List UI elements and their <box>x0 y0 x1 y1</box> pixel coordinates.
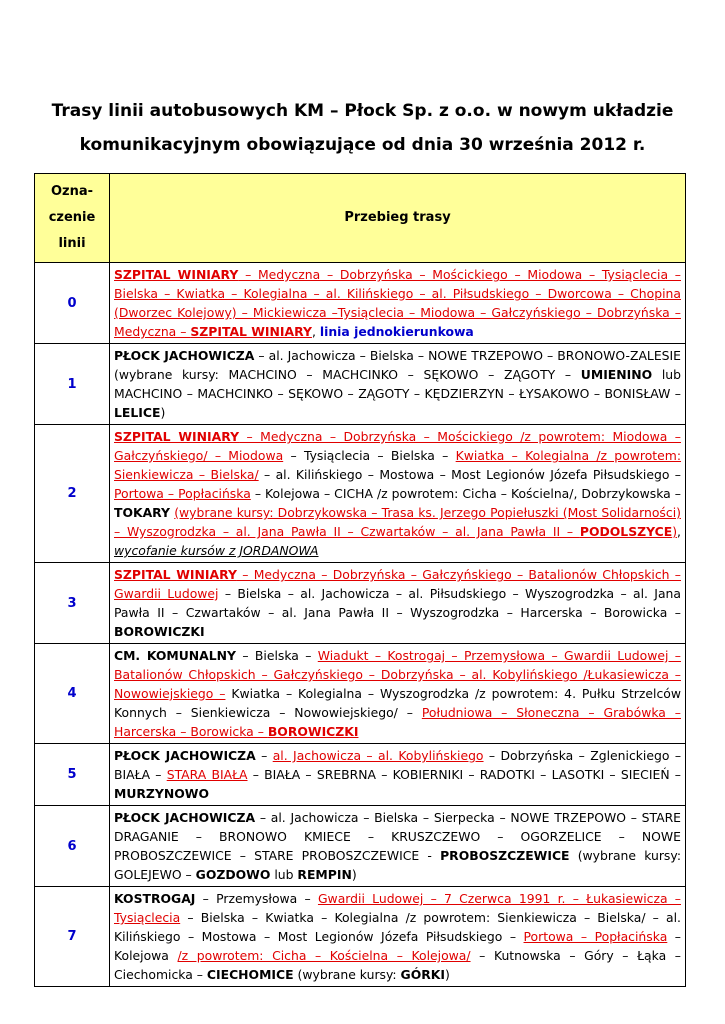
route-segment: PROBOSZCZEWICE <box>440 848 570 863</box>
route-segment: – al. Jachowicza – Bielska – NOWE TRZEPOWO – BRONOWO-ZALESIE (wybrane kursy: MACHCINO – MACHCINKO – SĘKOWO – ZĄGOTY – <box>114 348 681 382</box>
table-row <box>35 263 686 344</box>
route-segment: – Bielska – <box>236 648 318 663</box>
line-number: 2 <box>35 425 110 563</box>
table-header-row <box>35 174 686 263</box>
route-segment: – al. Jachowicza – Bielska – Sierpecka – NOWE TRZEPOWO – STARE DRAGANIE – BRONOWO KMIECE – KRUSZCZEWO – OGORZELICE – NOWE PROBOSZCZEWICE – STARE PROBOSZCZEWICE - <box>114 810 682 863</box>
route-segment: linia jednokierunkowa <box>319 324 474 339</box>
route-segment: SZPITAL WINIARY <box>190 324 312 339</box>
route-description <box>110 806 686 887</box>
line-number: 0 <box>35 263 110 344</box>
route-description <box>110 644 686 744</box>
route-segment: Portowa – Popłacińska <box>523 929 668 944</box>
header-line-id <box>35 174 110 263</box>
route-segment: TOKARY <box>114 505 171 520</box>
route-segment: – Medyczna – Dobrzyńska – Mościckiego – Miodowa – Tysiąclecia – Bielska – Kwiatka – Kolegialna – al. Kilińskiego – al. Piłsudskiego – Dworcowa – Chopina (Dworzec Kolejowy) – Mickiewicza –Tysiąclecia – Miodowa – Gałczyńskiego – Dobrzyńska – Medyczna – <box>114 267 681 339</box>
route-segment: – al. Kilińskiego – Mostowa – Most Legionów Józefa Piłsudskiego – <box>258 467 681 482</box>
routes-table <box>34 173 686 987</box>
route-segment: wycofanie kursów z JORDANOWA <box>114 543 319 558</box>
route-segment: , <box>311 324 320 339</box>
route-segment: UMIENINO <box>580 367 653 382</box>
document-title-line-2: komunikacyjnym obowiązujące od dnia 30 września 2012 r. <box>79 135 646 155</box>
route-segment: (wybrane kursy: GOLEJEWO – <box>114 848 681 882</box>
route-segment: (wybrane kursy: Dobrzykowska – Trasa ks. Jerzego Popiełuszki (Most Solidarności) – Wyszogrodzka – al. Jana Pawła II – Czwartaków – al. Jana Pawła II – <box>114 505 681 539</box>
line-number: 1 <box>35 344 110 425</box>
route-segment: Kwiatka – Kolegialna /z powrotem: Sienkiewicza – Bielska/ <box>114 448 682 482</box>
table-row <box>35 344 686 425</box>
route-segment: – Przemysłowa – <box>195 891 318 906</box>
route-segment: PŁOCK JACHOWICZA <box>114 348 255 363</box>
route-segment: BOROWICZKI <box>267 724 359 739</box>
route-segment: ) <box>160 405 166 420</box>
route-segment: Kwiatka – Kolegialna – Wyszogrodzka /z powrotem: 4. Pułku Strzelców Konnych – Sienkiewicza – Nowowiejskiego/ – <box>114 686 681 720</box>
route-segment: lub <box>270 867 298 882</box>
route-description <box>110 744 686 806</box>
route-description <box>110 263 686 344</box>
line-number: 5 <box>35 744 110 806</box>
route-segment: LELICE <box>114 405 161 420</box>
line-number: 4 <box>35 644 110 744</box>
header-line-id-part-2: czenie <box>48 210 96 225</box>
route-segment: SZPITAL WINIARY <box>114 429 240 444</box>
route-segment: – Medyczna – Dobrzyńska – Gałczyńskiego – Batalionów Chłopskich – Gwardii Ludowej <box>114 567 681 601</box>
route-segment: – Dobrzyńska – Zglenickiego – BIAŁA – <box>114 748 682 782</box>
route-segment: ) <box>445 967 450 982</box>
route-description <box>110 425 686 563</box>
route-segment: – Bielska – al. Jachowicza – al. Piłsudskiego – Wyszogrodzka – al. Jana Pawła II – Czwartaków – al. Jana Pawła II – Wyszogrodzka – Harcerska – Borowicka – <box>114 586 681 620</box>
route-segment: /z powrotem: Cicha – Kościelna – Kolejowa/ <box>177 948 471 963</box>
route-segment: – Kolejowa <box>114 929 681 963</box>
header-line-id-part-3: linii <box>58 236 86 251</box>
route-segment: (wybrane kursy: <box>293 967 401 982</box>
route-segment: – Kolejowa – CICHA /z powrotem: Cicha – Kościelna/, Dobrzykowska – <box>250 486 681 501</box>
route-segment: CM. KOMUNALNY <box>114 648 237 663</box>
header-line-id-part-1: Ozna- <box>50 184 94 199</box>
route-segment: – Kutnowska – Góry – Łąka – Ciechomicka – <box>114 948 681 982</box>
route-segment: GOZDOWO <box>195 867 271 882</box>
route-segment: , <box>677 524 681 539</box>
line-number: 3 <box>35 563 110 644</box>
route-segment: PODOLSZYCE <box>579 524 673 539</box>
route-segment: – BIAŁA – SREBRNA – KOBIERNIKI – RADOTKI – LASOTKI – SIECIEŃ – <box>247 767 681 782</box>
route-segment: ) <box>351 867 357 882</box>
route-segment: ) <box>672 524 678 539</box>
route-segment: – Bielska – Kwiatka – Kolegialna /z powrotem: Sienkiewicza – Bielska/ – al. Kilińskiego – Mostowa – Most Legionów Józefa Piłsudskiego – <box>114 910 681 944</box>
header-route: Przebieg trasy <box>110 174 686 263</box>
route-segment: Gwardii Ludowej – 7 Czerwca 1991 r. – Łukasiewicza – Tysiąclecia <box>114 891 681 925</box>
route-segment: Południowa – Słoneczna – Grabówka – Harcerska – Borowicka – <box>114 705 682 739</box>
table-row <box>35 887 686 987</box>
route-segment: GÓRKI <box>400 967 446 982</box>
route-segment: PŁOCK JACHOWICZA <box>114 748 256 763</box>
table-row <box>35 806 686 887</box>
table-row <box>35 563 686 644</box>
route-segment: PŁOCK JACHOWICZA <box>114 810 256 825</box>
route-description <box>110 887 686 987</box>
route-segment: lub MACHCINO – MACHCINKO – SĘKOWO – ZĄGOTY – KĘDZIERZYN – ŁYSAKOWO – BONISŁAW – <box>114 367 681 401</box>
route-segment: – Medyczna – Dobrzyńska – Mościckiego /z powrotem: Miodowa – Gałczyńskiego/ – Miodowa <box>114 429 681 463</box>
table-row <box>35 744 686 806</box>
route-segment: Portowa – Popłacińska <box>114 486 251 501</box>
route-segment: SZPITAL WINIARY <box>114 267 239 282</box>
route-segment: CIECHOMICE <box>206 967 294 982</box>
route-description <box>110 344 686 425</box>
route-segment: – Tysiąclecia – Bielska – <box>283 448 456 463</box>
route-description <box>110 563 686 644</box>
route-segment: SZPITAL WINIARY <box>114 567 237 582</box>
table-row <box>35 644 686 744</box>
line-number: 6 <box>35 806 110 887</box>
route-segment: KOSTROGAJ <box>114 891 196 906</box>
table-row <box>35 425 686 563</box>
route-segment: MURZYNOWO <box>114 786 209 801</box>
route-segment: BOROWICZKI <box>114 624 205 639</box>
route-segment: al. Jachowicza – al. Kobylińskiego <box>272 748 484 763</box>
route-segment: Wiadukt – Kostrogaj – Przemysłowa – Gwardii Ludowej – Batalionów Chłopskich – Gałczyńskiego – Dobrzyńska – al. Kobylińskiego /Łukasiewicza – Nowowiejskiego – <box>114 648 681 701</box>
document-title-line-1: Trasy linii autobusowych KM – Płock Sp. z o.o. w nowym układzie <box>51 101 674 121</box>
route-segment: – <box>255 748 273 763</box>
route-segment: REMPIN <box>297 867 352 882</box>
route-segment: STARA BIAŁA <box>166 767 248 782</box>
line-number: 7 <box>35 887 110 987</box>
